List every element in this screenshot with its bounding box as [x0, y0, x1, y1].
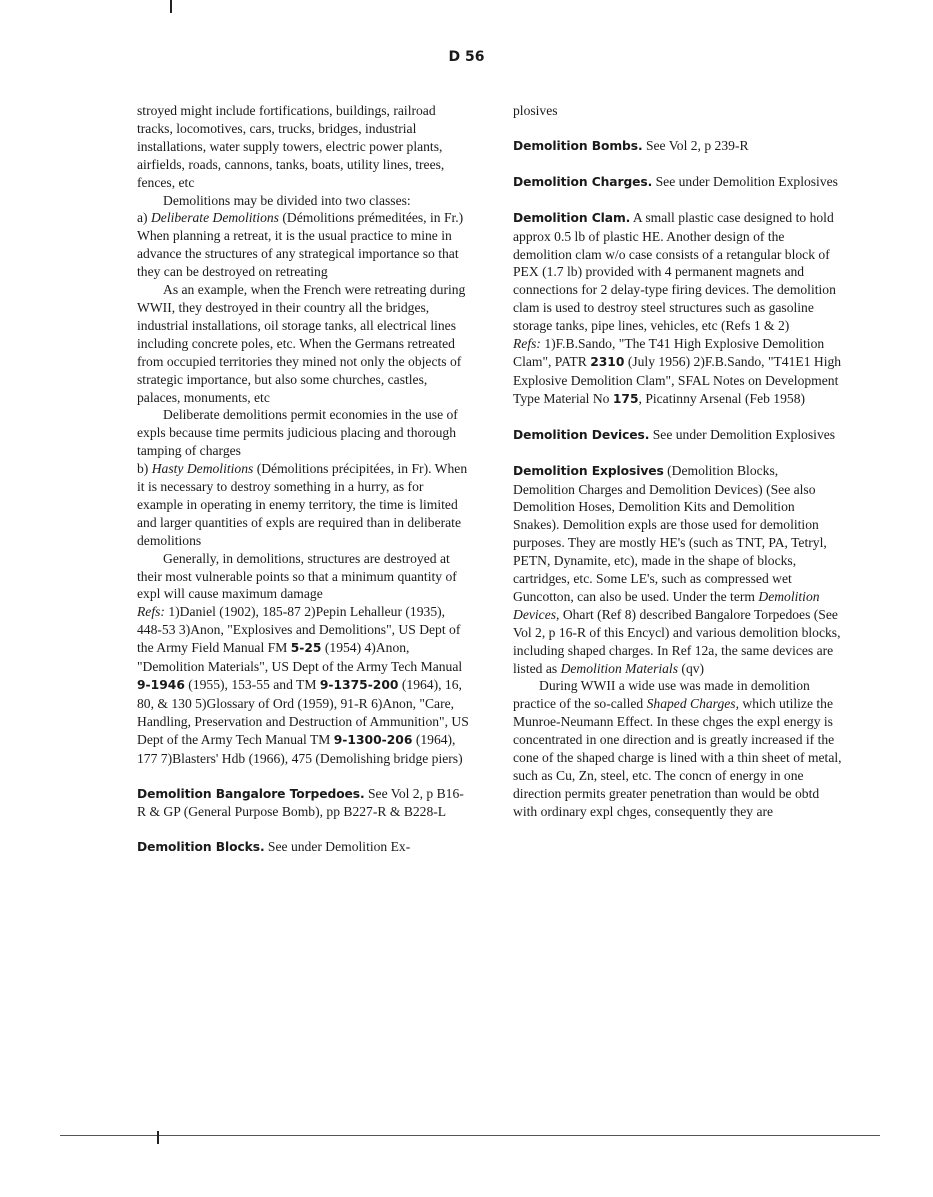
scan-mark-top	[170, 0, 172, 13]
clam-refs: Refs: 1)F.B.Sando, "The T41 High Explosive Demolition Clam", PATR 2310 (July 1956) 2)F.B.Sando, "T41E1 High Explosive Demolition Clam", SFAL Notes on Development Type Material No 175, Picatinny Arsenal (Feb 1958)	[513, 336, 842, 406]
heading-blocks: Demolition Blocks.	[137, 840, 265, 855]
heading-explosives: Demolition Explosives	[513, 463, 664, 478]
entry-devices: Demolition Devices. See under Demolition Explosives	[513, 426, 836, 442]
entry-charges: Demolition Charges. See under Demolition Explosives	[513, 173, 838, 189]
term-demolition-devices: Demolition Devices,	[513, 588, 820, 622]
heading-bombs: Demolition Bombs.	[513, 138, 643, 153]
entry-bangalore: Demolition Bangalore Torpedoes. See Vol 2, p B16-R & GP (General Purpose Bomb), pp B227-R & B228-L	[137, 785, 464, 820]
heading-clam: Demolition Clam.	[513, 210, 631, 225]
wwii-paragraph: During WWII a wide use was made in demolition practice of the so-called Shaped Charges, which utilize the Munroe-Neumann Effect. In these chges the expl energy is concentrated in one direction and is greatly increased if the cone of the shaped charge is lined with a thin sheet of metal, such as Cu, Zn, steel, etc. The concn of energy in one direction permits greater penetration than would be obtd with ordinary expl chges, consequently they are	[513, 678, 842, 819]
refs-paragraph: Refs: 1)Daniel (1902), 185-87 2)Pepin Lehalleur (1935), 448-53 3)Anon, "Explosives and Demolitions", US Dept of the Army Field Manual FM 5-25 (1954) 4)Anon, "Demolition Materials", US Dept of the Army Tech Manual 9-1946 (1955), 153-55 and TM 9-1375-200 (1964), 16, 80, & 130 5)Glossary of Ord (1959), 91-R 6)Anon, "Care, Handling, Preservation and Destruction of Ammunition", US Dept of the Army Tech Manual TM 9-1300-206 (1964), 177 7)Blasters' Hdb (1966), 475 (Demolishing bridge piers)	[137, 604, 469, 766]
page-number: D 56	[448, 49, 485, 65]
intro-paragraph: stroyed might include fortifications, buildings, railroad tracks, locomotives, cars, trucks, bridges, industrial installations, water supply towers, electric power plants, airfields, roads, cannons, tanks, boats, utility lines, trees, fences, etc	[137, 103, 445, 190]
left-column	[137, 102, 470, 857]
right-column	[513, 102, 843, 821]
economies-paragraph: Deliberate demolitions permit economies in the use of expls because time permits judicious placing and thorough tamping of charges	[137, 407, 458, 459]
classes-paragraph: Demolitions may be divided into two classes:	[163, 192, 411, 208]
entry-explosives: Demolition Explosives (Demolition Blocks, Demolition Charges and Demolition Devices) (See also Demolition Hoses, Demolition Kits and Demolition Snakes). Demolition expls are those used for demolition purposes. They are mostly HE's (such as TNT, PA, Tetryl, PETN, Dynamite, etc), made in the shape of blocks, cartridges, etc. Some LE's, such as compressed wet Guncotton, can also be used. Under the term Demolition Devices, Ohart (Ref 8) described Bangalore Torpedoes (See Vol 2, p 16-R of this Encycl) and various demolition blocks, including shaped charges. In Ref 12a, the same devices are listed as Demolition Materials (qv)	[513, 462, 841, 676]
term-demolition-materials: Demolition Materials	[560, 660, 679, 676]
hasty-paragraph: b) Hasty Demolitions (Démolitions précipitées, in Fr). When it is necessary to destroy something in a hurry, as for example in operating in enemy territory, the time is limited and larger quantities of expls are required than in deliberate demolitions	[137, 461, 468, 548]
refs-label: Refs:	[137, 604, 165, 620]
clam-refs-label: Refs:	[513, 336, 541, 352]
hasty-term: Hasty Demolitions	[151, 461, 254, 477]
heading-devices: Demolition Devices.	[513, 427, 650, 442]
bottom-rule	[60, 1135, 880, 1136]
generally-paragraph: Generally, in demolitions, structures are destroyed at their most vulnerable points so that a minimum quantity of expl will cause maximum damage	[137, 550, 457, 602]
deliberate-term: Deliberate Demolitions	[150, 210, 279, 226]
plosives-continuation: plosives	[513, 103, 558, 118]
heading-bangalore: Demolition Bangalore Torpedoes.	[137, 786, 365, 801]
term-shaped-charges: Shaped Charges,	[646, 696, 739, 712]
scan-mark-bottom	[157, 1131, 159, 1144]
deliberate-paragraph: a) Deliberate Demolitions (Démolitions prémeditées, in Fr.) When planning a retreat, it is the usual practice to mine in advance the structures of any strategical importance so that they can be destroyed on retreating	[137, 210, 464, 280]
entry-clam: Demolition Clam. A small plastic case designed to hold approx 0.5 lb of plastic HE. Another design of the demolition clam w/o case consists of a retangular block of PEX (1.7 lb) provided with 4 permanent magnets and connections for 2 delay-type firing devices. The demolition clam is used to destroy steel structures such as gasoline storage tanks, pipe lines, vehicles, etc (Refs 1 & 2)	[513, 209, 836, 334]
entry-blocks: Demolition Blocks. See under Demolition Ex-	[137, 839, 411, 855]
example-paragraph: As an example, when the French were retreating during WWII, they destroyed in their country all the bridges, industrial installations, oil storage tanks, all electrical lines including concrete poles, etc. When the Germans retreated from occupied territories they mined not only the objects of strategic importance, but also some churches, castles, palaces, monuments, etc	[137, 282, 466, 405]
heading-charges: Demolition Charges.	[513, 174, 653, 189]
entry-bombs: Demolition Bombs. See Vol 2, p 239-R	[513, 137, 749, 153]
